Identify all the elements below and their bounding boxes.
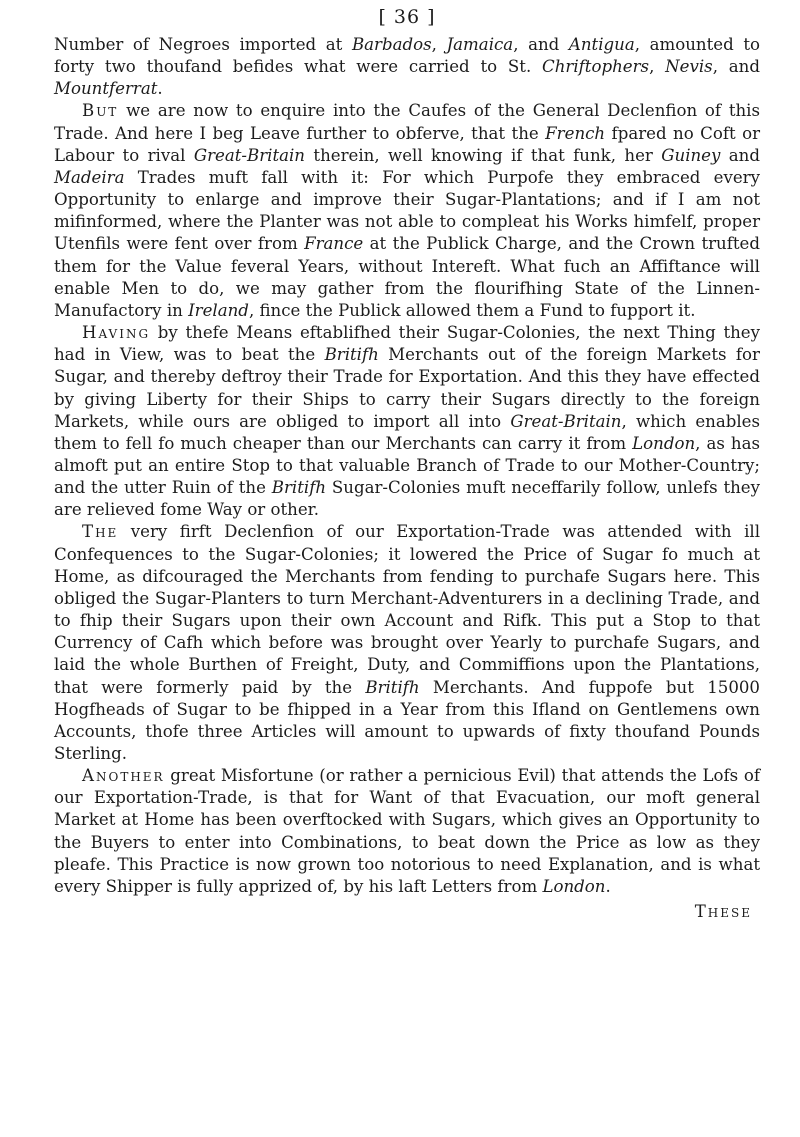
- text-run: great Misfortune (or rather a pernicious Evil) that attends the Lofs of our Exportation-Trade, is that for Want of that Evacuation, our moft general Market at Home has been overftocked with Sugars, which gives an Opportunity to the Buyers to enter into Combinations, to beat down the Price as low as they pleafe. This Practice is now grown too notorious to need Explanation, and is what every Shipper is fully apprized of, by his laft Letters from: [54, 766, 760, 896]
- paragraph-1: [54, 34, 760, 100]
- paragraph-4: [54, 521, 760, 765]
- paragraph-5: [54, 765, 760, 898]
- text-run: by thefe Means eftablifhed their Sugar-Colonies, the next Thing they had in View, was to beat the: [54, 323, 760, 365]
- italic-run: Britifh: [365, 677, 420, 697]
- opening-word: Having: [82, 323, 151, 343]
- italic-run: Britifh: [324, 345, 379, 365]
- text-run: Merchants. And fuppofe but 15000 Hogfheads of Sugar to be fhipped in a Year from this Ifland on Gentlemens own Accounts, thofe three Articles will amount to upwards of fixty thoufand Pounds Sterling.: [54, 677, 760, 763]
- italic-run: France: [304, 234, 364, 254]
- text-run: .: [157, 79, 163, 99]
- italic-run: Chriftophers: [542, 57, 650, 77]
- italic-run: Britifh: [271, 478, 327, 498]
- opening-word: Another: [82, 766, 165, 786]
- text-run: Number of Negroes imported at: [54, 35, 352, 54]
- italic-run: Great-Britain: [193, 145, 305, 165]
- text-run: ,: [431, 35, 447, 54]
- italic-run: London: [542, 876, 606, 896]
- italic-run: Jamaica: [446, 35, 514, 54]
- catchword: These: [694, 902, 752, 922]
- text-run: at the Publick Charge, and the Crown trufted them for the Value feveral Years, without Intereft. What fuch an Affiftance will enable Men to do, we may gather from the flourifhing State of the Linnen-Manufactory in: [54, 234, 760, 320]
- italic-run: Nevis: [665, 57, 713, 77]
- italic-run: French: [545, 123, 606, 143]
- italic-run: Great-Britain: [510, 411, 622, 431]
- paragraph-3: [54, 322, 760, 521]
- text-run: very firft Declenfion of our Exportation-Trade was attended with ill Confequences to the Sugar-Colonies; it lowered the Price of Sugar fo much at Home, as difcouraged the Merchants from fending to purchafe Sugars here. This obliged the Sugar-Planters to turn Merchant-Adventurers in a declining Trade, and to fhip their Sugars upon their own Account and Rifk. This put a Stop to that Currency of Cafh which before was brought over Yearly to purchafe Sugars, and laid the whole Burthen of Freight, Duty, and Commiffions upon the Plantations, that were formerly paid by the: [54, 522, 760, 697]
- text-run: ,: [649, 57, 666, 77]
- italic-run: Madeira: [54, 167, 125, 187]
- text-run: Sugar-Colonies muft neceffarily follow, unlefs they are relieved fome Way or other.: [54, 478, 760, 520]
- italic-run: Antigua: [568, 35, 635, 54]
- text-run: .: [605, 876, 611, 896]
- page-number: [ 36 ]: [378, 6, 436, 28]
- text-run: we are now to enquire into the Caufes of the General Declenfion of this Trade. And here I beg Leave further to obferve, that the: [54, 101, 760, 143]
- text-run: , and: [513, 35, 569, 54]
- opening-word: The: [82, 522, 119, 542]
- text-run: , which enables them to fell fo much cheaper than our Merchants can carry it from: [54, 411, 760, 453]
- italic-run: Ireland: [188, 300, 249, 320]
- text-run: , and: [712, 57, 760, 77]
- text-run: , fince the Publick allowed them a Fund to fupport it.: [248, 300, 696, 320]
- italic-run: Barbados: [351, 35, 432, 54]
- italic-run: Guiney: [661, 145, 721, 165]
- paragraph-2: [54, 100, 760, 322]
- text-run: and: [720, 145, 760, 165]
- text-run: Merchants out of the foreign Markets for Sugar, and thereby deftroy their Trade for Exportation. And this they have effected by giving Liberty for their Ships to carry their Sugars directly to the foreign Markets, while ours are obliged to import all into: [54, 345, 760, 431]
- opening-word: But: [82, 101, 119, 121]
- text-run: , amounted to forty two thoufand befides what were carried to St.: [54, 35, 760, 77]
- italic-run: London: [632, 433, 696, 453]
- text-run: fpared no Coft or Labour to rival: [54, 123, 761, 165]
- text-run: , as has almoft put an entire Stop to that valuable Branch of Trade to our Mother-Country; and the utter Ruin of the: [54, 433, 760, 498]
- text-run: Trades muft fall with it: For which Purpofe they embraced every Opportunity to enlarge and improve their Sugar-Plantations; and if I am not mifinformed, where the Planter was not able to compleat his Works himfelf, proper Utenfils were fent over from: [54, 167, 760, 254]
- text-run: therein, well knowing if that funk, her: [305, 145, 662, 165]
- italic-run: Mountferrat: [54, 79, 158, 99]
